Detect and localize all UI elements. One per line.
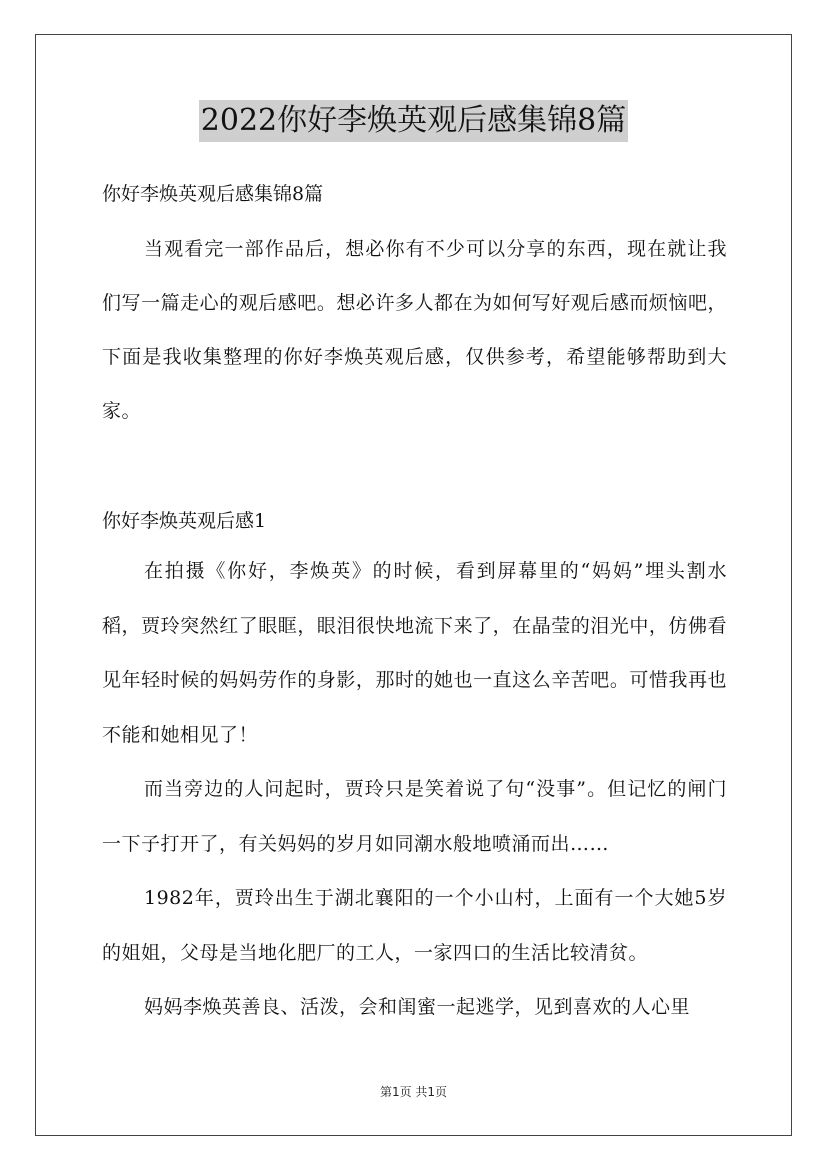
- body-paragraph: 而当旁边的人问起时，贾玲只是笑着说了句“没事”。但记忆的闸门一下子打开了，有关妈妈的岁月如同潮水般地喷涌而出……: [102, 778, 727, 855]
- body-block: [102, 544, 727, 1035]
- body-paragraph: 在拍摄《你好，李焕英》的时候，看到屏幕里的“妈妈”埋头割水稻，贾玲突然红了眼眶，眼泪很快地流下来了，在晶莹的泪光中，仿佛看见年轻时候的妈妈劳作的身影，那时的她也一直这么辛苦吧。可惜我再也不能和她相见了！: [102, 560, 727, 746]
- intro-block: [102, 222, 727, 438]
- page-footer: 第1页 共1页: [379, 1085, 448, 1099]
- title-container: [0, 100, 827, 142]
- body-paragraph: 1982年，贾玲出生于湖北襄阳的一个小山村，上面有一个大她5岁的姐姐，父母是当地化肥厂的工人，一家四口的生活比较清贫。: [102, 887, 727, 964]
- section-heading: 你好李焕英观后感1: [102, 510, 267, 532]
- document-subtitle: 你好李焕英观后感集锦8篇: [102, 183, 324, 205]
- body-paragraph: 妈妈李焕英善良、活泼，会和闺蜜一起逃学，见到喜欢的人心里: [144, 996, 691, 1018]
- intro-paragraph: 当观看完一部作品后，想必你有不少可以分享的东西，现在就让我们写一篇走心的观后感吧。想必许多人都在为如何写好观后感而烦恼吧，下面是我收集整理的你好李焕英观后感，仅供参考，希望能够帮助到大家。: [102, 238, 727, 422]
- document-title: 2022你好李焕英观后感集锦8篇: [199, 100, 628, 142]
